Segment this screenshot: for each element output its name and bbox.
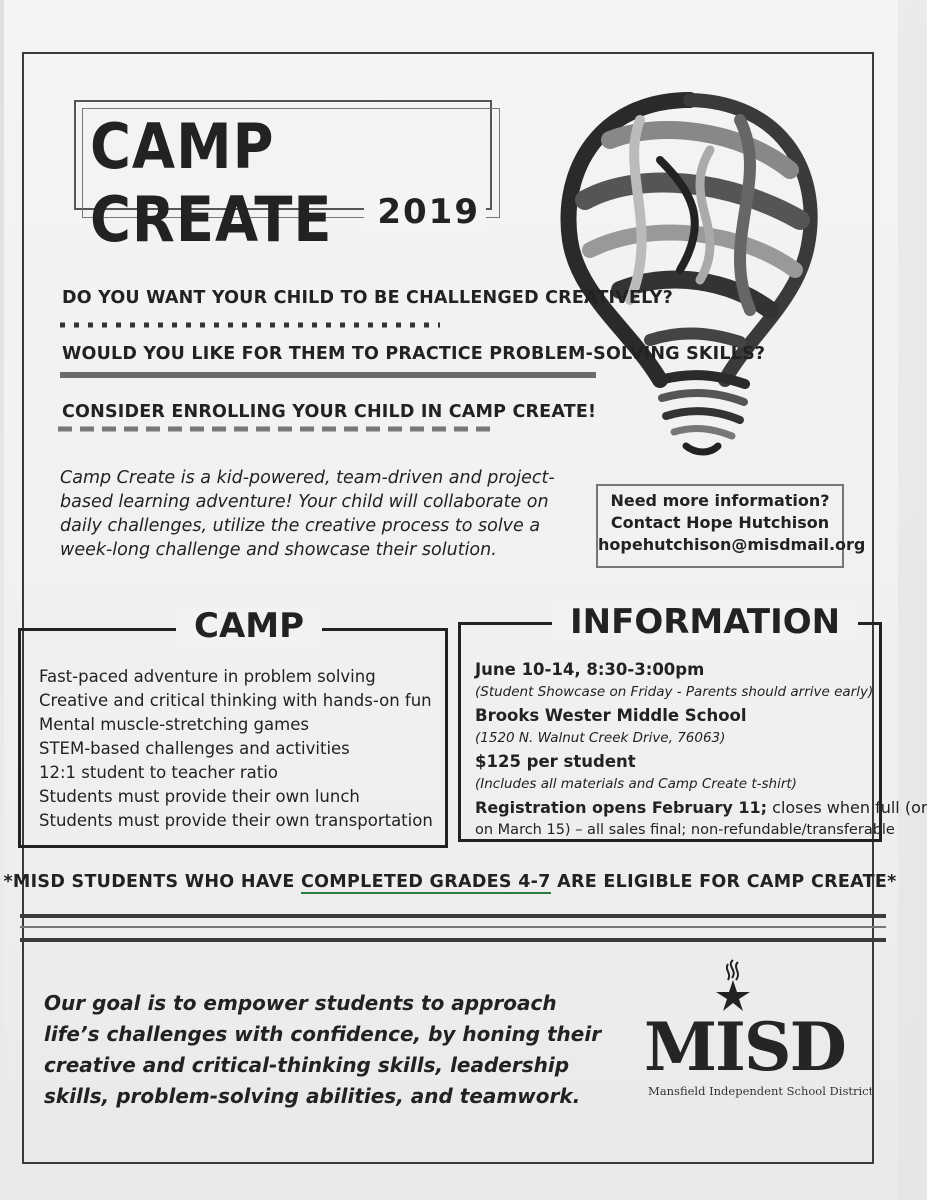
dotted-divider	[60, 322, 440, 328]
double-rule-bottom	[20, 938, 886, 942]
question-1: DO YOU WANT YOUR CHILD TO BE CHALLENGED CREATIVELY?	[62, 288, 673, 308]
info-dates-note: (Student Showcase on Friday - Parents should arrive early)	[475, 684, 874, 700]
information-heading: INFORMATION	[552, 602, 858, 642]
contact-heading: Need more information?	[610, 491, 830, 510]
info-price-note: (Includes all materials and Camp Create t-shirt)	[475, 776, 797, 792]
torch-star-icon	[708, 956, 758, 1012]
info-location: Brooks Wester Middle School	[475, 706, 747, 725]
info-address: (1520 N. Walnut Creek Drive, 76063)	[475, 730, 726, 746]
information-list	[475, 659, 927, 841]
list-item: Students must provide their own transportation	[39, 811, 433, 830]
info-dates: June 10-14, 8:30-3:00pm	[475, 660, 705, 679]
list-item: Fast-paced adventure in problem solving	[39, 667, 376, 686]
dashed-divider	[58, 426, 494, 432]
eligibility-suffix: ARE ELIGIBLE FOR CAMP CREATE*	[550, 872, 897, 892]
contact-name: Contact Hope Hutchison	[610, 513, 830, 532]
list-item: 12:1 student to teacher ratio	[39, 763, 278, 782]
misd-logo: MISD	[644, 1008, 845, 1086]
eligibility-grades: COMPLETED GRADES 4-7	[300, 872, 551, 892]
list-item: STEM-based challenges and activities	[39, 739, 350, 758]
intro-paragraph: Camp Create is a kid-powered, team-driven and project-based learning adventure! Your child will collaborate on daily challenges, utilize the creative process to solve a week-long challenge and showcase their solution.	[60, 468, 555, 560]
contact-email: hopehutchison@misdmail.org	[598, 535, 866, 554]
eligibility-note	[0, 872, 900, 892]
double-rule-top	[20, 914, 886, 918]
question-3: CONSIDER ENROLLING YOUR CHILD IN CAMP CREATE!	[62, 402, 597, 422]
contact-box	[596, 484, 866, 568]
eligibility-prefix: *MISD STUDENTS WHO HAVE	[3, 872, 301, 892]
camp-box	[18, 628, 448, 848]
info-registration-line2: on March 15) – all sales final; non-refundable/transferable	[475, 822, 895, 838]
info-registration-bold: Registration opens February 11;	[475, 798, 768, 817]
title-year: 2019	[364, 192, 486, 232]
info-registration	[475, 797, 927, 819]
info-price: $125 per student	[475, 752, 636, 771]
solid-divider	[60, 372, 596, 378]
double-rule-top-inner	[20, 926, 886, 928]
camp-heading: CAMP	[176, 606, 322, 646]
list-item: Mental muscle-stretching games	[39, 715, 309, 734]
camp-list	[39, 665, 433, 833]
question-2: WOULD YOU LIKE FOR THEM TO PRACTICE PROBLEM-SOLVING SKILLS?	[62, 344, 766, 364]
info-registration-rest: closes when full (or	[767, 798, 927, 817]
misd-logo-subtitle: Mansfield Independent School District	[648, 1084, 874, 1098]
list-item: Creative and critical thinking with hands-on fun	[39, 691, 432, 710]
list-item: Students must provide their own lunch	[39, 787, 360, 806]
information-box	[458, 622, 927, 842]
page-title: CAMP CREATE	[90, 110, 333, 256]
goal-statement: Our goal is to empower students to approach life’s challenges with confidence, by honing their creative and critical-thinking skills, leadership skills, problem-solving abilities, and teamwork.	[44, 991, 602, 1108]
